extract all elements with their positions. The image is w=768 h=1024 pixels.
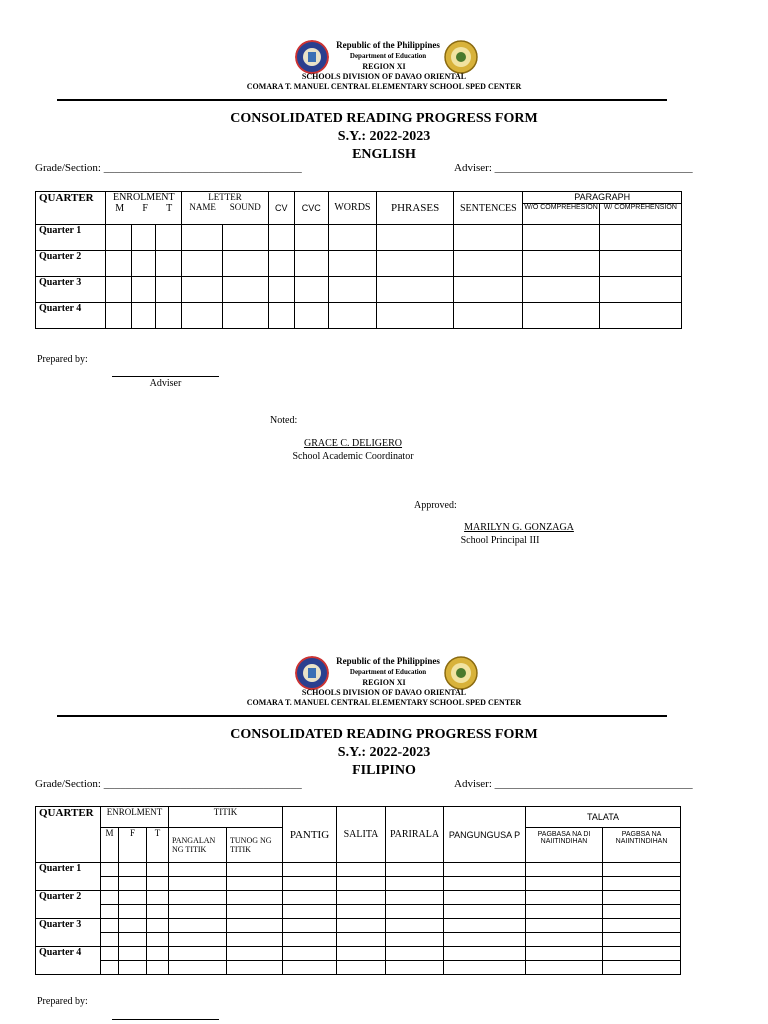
grade-section-field[interactable]: Grade/Section: ____________________________________ xyxy=(35,778,302,790)
t-header: T xyxy=(166,203,173,214)
quarter-label: Quarter 1 xyxy=(36,863,101,891)
adviser-signature-label: Adviser xyxy=(149,378,182,389)
table-row xyxy=(36,947,681,961)
tunog-header: TUNOG NG TITIK xyxy=(227,828,283,863)
quarter-header: QUARTER xyxy=(36,192,106,225)
coordinator-name: GRACE C. DELIGERO xyxy=(303,438,403,449)
salita-header: SALITA xyxy=(337,807,386,863)
republic-text: Republic of the Philippines xyxy=(336,656,440,666)
t-header: T xyxy=(147,828,169,863)
department-text: Department of Education xyxy=(349,668,427,676)
pantig-header: PANTIG xyxy=(283,807,337,863)
table-row xyxy=(36,919,681,933)
talata-header: TALATA xyxy=(526,807,681,828)
adviser-signature-line xyxy=(112,1019,219,1020)
m-header: M xyxy=(115,203,125,214)
region-text: REGION XI xyxy=(362,678,406,687)
school-name-text: COMARA T. MANUEL CENTRAL ELEMENTARY SCHOOL SPED CENTER xyxy=(246,698,522,707)
quarter-label: Quarter 2 xyxy=(36,251,106,277)
f-header: F xyxy=(119,828,147,863)
republic-text: Republic of the Philippines xyxy=(336,40,440,50)
letter-header: LETTER xyxy=(208,192,242,202)
subject-title: FILIPINO xyxy=(352,763,416,778)
quarter-label: Quarter 4 xyxy=(36,303,106,329)
filipino-progress-table xyxy=(35,806,681,975)
grade-section-field[interactable]: Grade/Section: ____________________________________ xyxy=(35,162,302,174)
adviser-signature-line xyxy=(112,376,219,377)
with-comprehension-header: W/ COMPREHENSION xyxy=(599,204,681,225)
cvc-header: CVC xyxy=(294,192,328,225)
noted-label: Noted: xyxy=(270,415,298,426)
parirala-header: PARIRALA xyxy=(386,807,444,863)
pangungusap-header: PANGUNGUSA P xyxy=(444,807,526,863)
approved-label: Approved: xyxy=(414,500,457,511)
header-divider xyxy=(57,99,667,101)
table-row xyxy=(36,303,682,329)
adviser-field[interactable]: Adviser: ____________________________________ xyxy=(454,162,693,174)
table-row xyxy=(36,277,682,303)
quarter-label: Quarter 3 xyxy=(36,277,106,303)
name-header: NAME xyxy=(189,202,216,212)
phrases-header: PHRASES xyxy=(377,192,454,225)
form-title: CONSOLIDATED READING PROGRESS FORM xyxy=(230,111,538,126)
quarter-label: Quarter 1 xyxy=(36,225,106,251)
english-progress-table xyxy=(35,191,682,329)
table-row xyxy=(36,891,681,905)
prepared-by-label: Prepared by: xyxy=(37,354,88,365)
paragraph-header: PARAGRAPH xyxy=(523,192,682,204)
without-comprehension-header: W/O COMPREHESION xyxy=(523,204,599,225)
cv-header: CV xyxy=(268,192,294,225)
quarter-label: Quarter 2 xyxy=(36,891,101,919)
table-row xyxy=(36,863,681,877)
prepared-by-label: Prepared by: xyxy=(37,996,88,1007)
enrolment-header: ENROLMENT xyxy=(101,807,169,828)
principal-name: MARILYN G. GONZAGA xyxy=(464,522,574,533)
enrolment-header: ENROLMENT xyxy=(112,192,175,203)
titik-header: TITIK xyxy=(169,807,283,828)
adviser-field[interactable]: Adviser: ____________________________________ xyxy=(454,778,693,790)
pagbasa-di-header: PAGBASA NA DI NAIITINDIHAN xyxy=(526,828,603,863)
quarter-header: QUARTER xyxy=(36,807,101,863)
division-text: SCHOOLS DIVISION OF DAVAO ORIENTAL xyxy=(301,688,467,697)
pagbasa-header: PAGBSA NA NAIINTINDIHAN xyxy=(603,828,681,863)
header-divider xyxy=(57,715,667,717)
subject-title: ENGLISH xyxy=(352,147,416,162)
school-year: S.Y.: 2022-2023 xyxy=(337,129,431,144)
school-name-text: COMARA T. MANUEL CENTRAL ELEMENTARY SCHOOL SPED CENTER xyxy=(246,82,522,91)
table-row xyxy=(36,225,682,251)
quarter-label: Quarter 3 xyxy=(36,919,101,947)
coordinator-title: School Academic Coordinator xyxy=(292,451,414,462)
sound-header: SOUND xyxy=(229,202,261,212)
form-title: CONSOLIDATED READING PROGRESS FORM xyxy=(230,727,538,742)
quarter-label: Quarter 4 xyxy=(36,947,101,975)
division-text: SCHOOLS DIVISION OF DAVAO ORIENTAL xyxy=(301,72,467,81)
words-header: WORDS xyxy=(328,192,376,225)
department-text: Department of Education xyxy=(349,52,427,60)
principal-title: School Principal III xyxy=(460,535,540,546)
table-row xyxy=(36,251,682,277)
pangalan-header: PANGALAN NG TITIK xyxy=(169,828,227,863)
school-year: S.Y.: 2022-2023 xyxy=(337,745,431,760)
f-header: F xyxy=(142,203,148,214)
region-text: REGION XI xyxy=(362,62,406,71)
m-header: M xyxy=(101,828,119,863)
sentences-header: SENTENCES xyxy=(454,192,523,225)
